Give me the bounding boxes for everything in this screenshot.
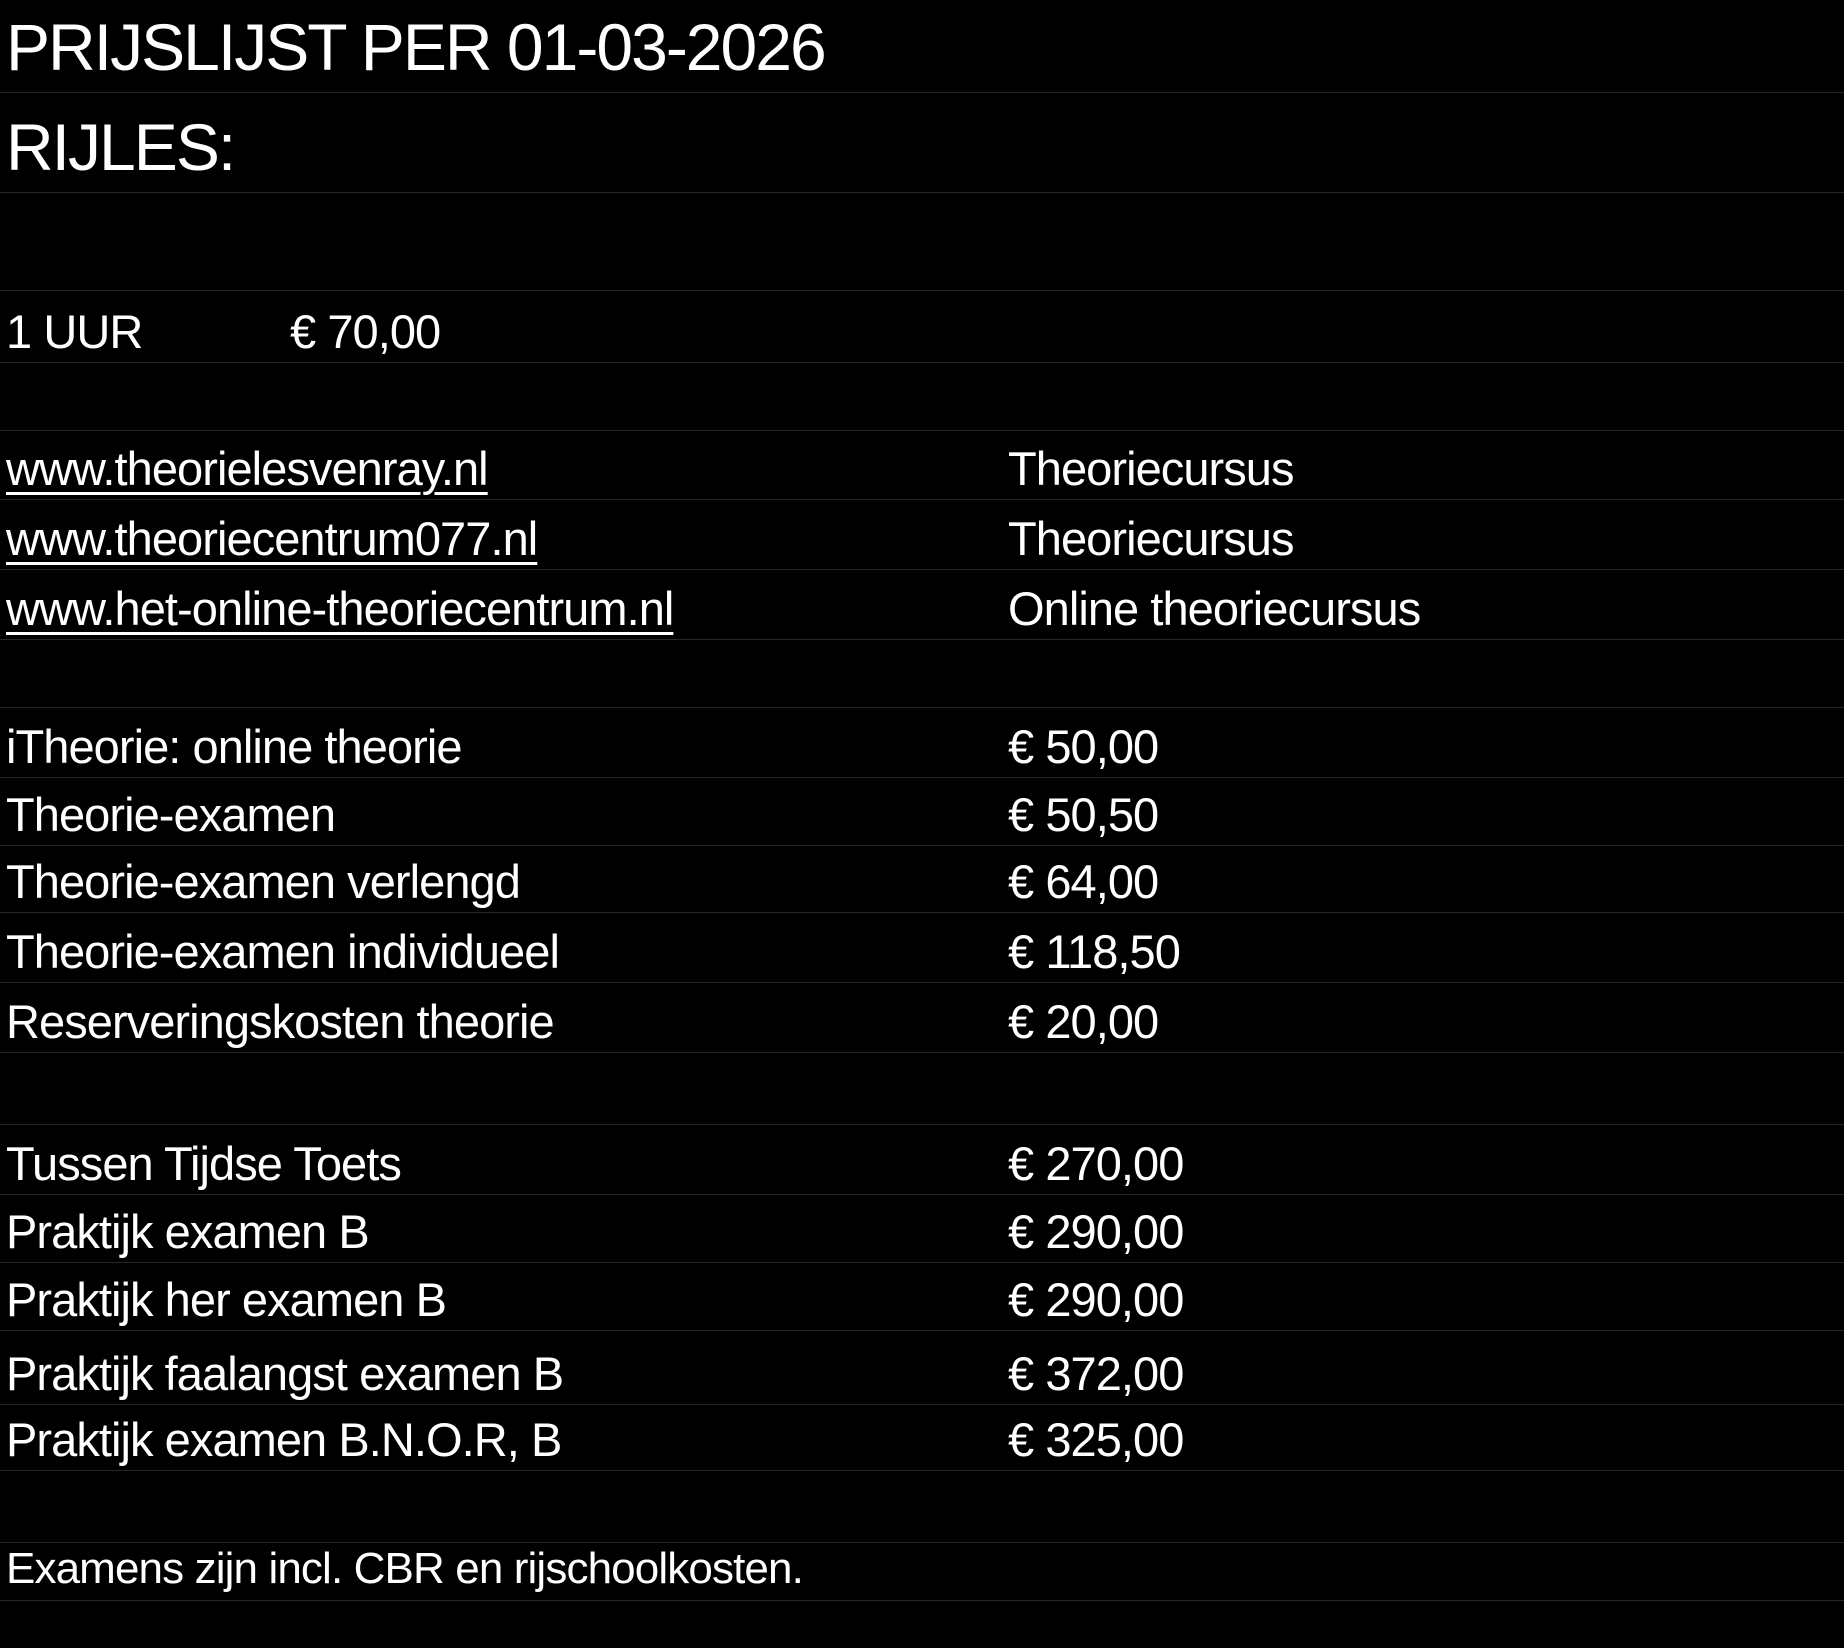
item-label: Praktijk examen B: [6, 1205, 369, 1258]
spacer-row: [0, 640, 1844, 708]
table-row: [0, 1195, 1844, 1263]
footnote-text: Examens zijn incl. CBR en rijschoolkosten.: [6, 1544, 803, 1593]
website-link[interactable]: www.theorielesvenray.nl: [6, 442, 488, 495]
price-value: € 50,50: [1008, 788, 1159, 841]
price-value: € 50,00: [1008, 720, 1159, 773]
website-link[interactable]: www.het-online-theoriecentrum.nl: [6, 582, 674, 635]
table-row: [0, 708, 1844, 778]
price-value: € 325,00: [1008, 1413, 1184, 1466]
price-value: € 118,50: [1008, 925, 1180, 978]
spacer-row: [0, 1053, 1844, 1125]
table-row: [0, 846, 1844, 913]
table-row: [0, 431, 1844, 500]
page-title: PRIJSLIJST PER 01-03-2026: [6, 10, 825, 84]
table-row: [0, 93, 1844, 193]
price-value: € 64,00: [1008, 855, 1159, 908]
price-value: € 20,00: [1008, 995, 1159, 1048]
table-row: [0, 778, 1844, 846]
item-label: Theorie-examen verlengd: [6, 855, 520, 908]
table-row: [0, 1125, 1844, 1195]
item-label: Tussen Tijdse Toets: [6, 1137, 401, 1190]
price-value: € 70,00: [290, 305, 441, 358]
spacer-row: [0, 193, 1844, 291]
item-label: Praktijk faalangst examen B: [6, 1347, 564, 1400]
table-row: [0, 1405, 1844, 1471]
table-row: [0, 913, 1844, 983]
table-row: [0, 570, 1844, 640]
course-description: Online theoriecursus: [1008, 582, 1421, 635]
table-row: [0, 291, 1844, 363]
price-value: € 290,00: [1008, 1205, 1184, 1258]
table-row: [0, 1543, 1844, 1601]
item-label: Theorie-examen individueel: [6, 925, 559, 978]
item-label: Praktijk her examen B: [6, 1273, 447, 1326]
spacer-row: [0, 1601, 1844, 1648]
price-value: € 290,00: [1008, 1273, 1184, 1326]
price-value: € 270,00: [1008, 1137, 1184, 1190]
table-row: [0, 500, 1844, 570]
item-label: Theorie-examen: [6, 788, 336, 841]
table-row: [0, 1263, 1844, 1331]
page-title: RIJLES:: [6, 110, 235, 184]
price-value: € 372,00: [1008, 1347, 1184, 1400]
course-description: Theoriecursus: [1008, 512, 1294, 565]
table-row: [0, 1331, 1844, 1405]
item-label: Reserveringskosten theorie: [6, 995, 554, 1048]
item-label: iTheorie: online theorie: [6, 720, 462, 773]
item-label: 1 UUR: [6, 305, 143, 358]
spacer-row: [0, 363, 1844, 431]
item-label: Praktijk examen B.N.O.R, B: [6, 1413, 562, 1466]
table-row: [0, 983, 1844, 1053]
table-row: [0, 0, 1844, 93]
website-link[interactable]: www.theoriecentrum077.nl: [6, 512, 538, 565]
course-description: Theoriecursus: [1008, 442, 1294, 495]
spacer-row: [0, 1471, 1844, 1543]
